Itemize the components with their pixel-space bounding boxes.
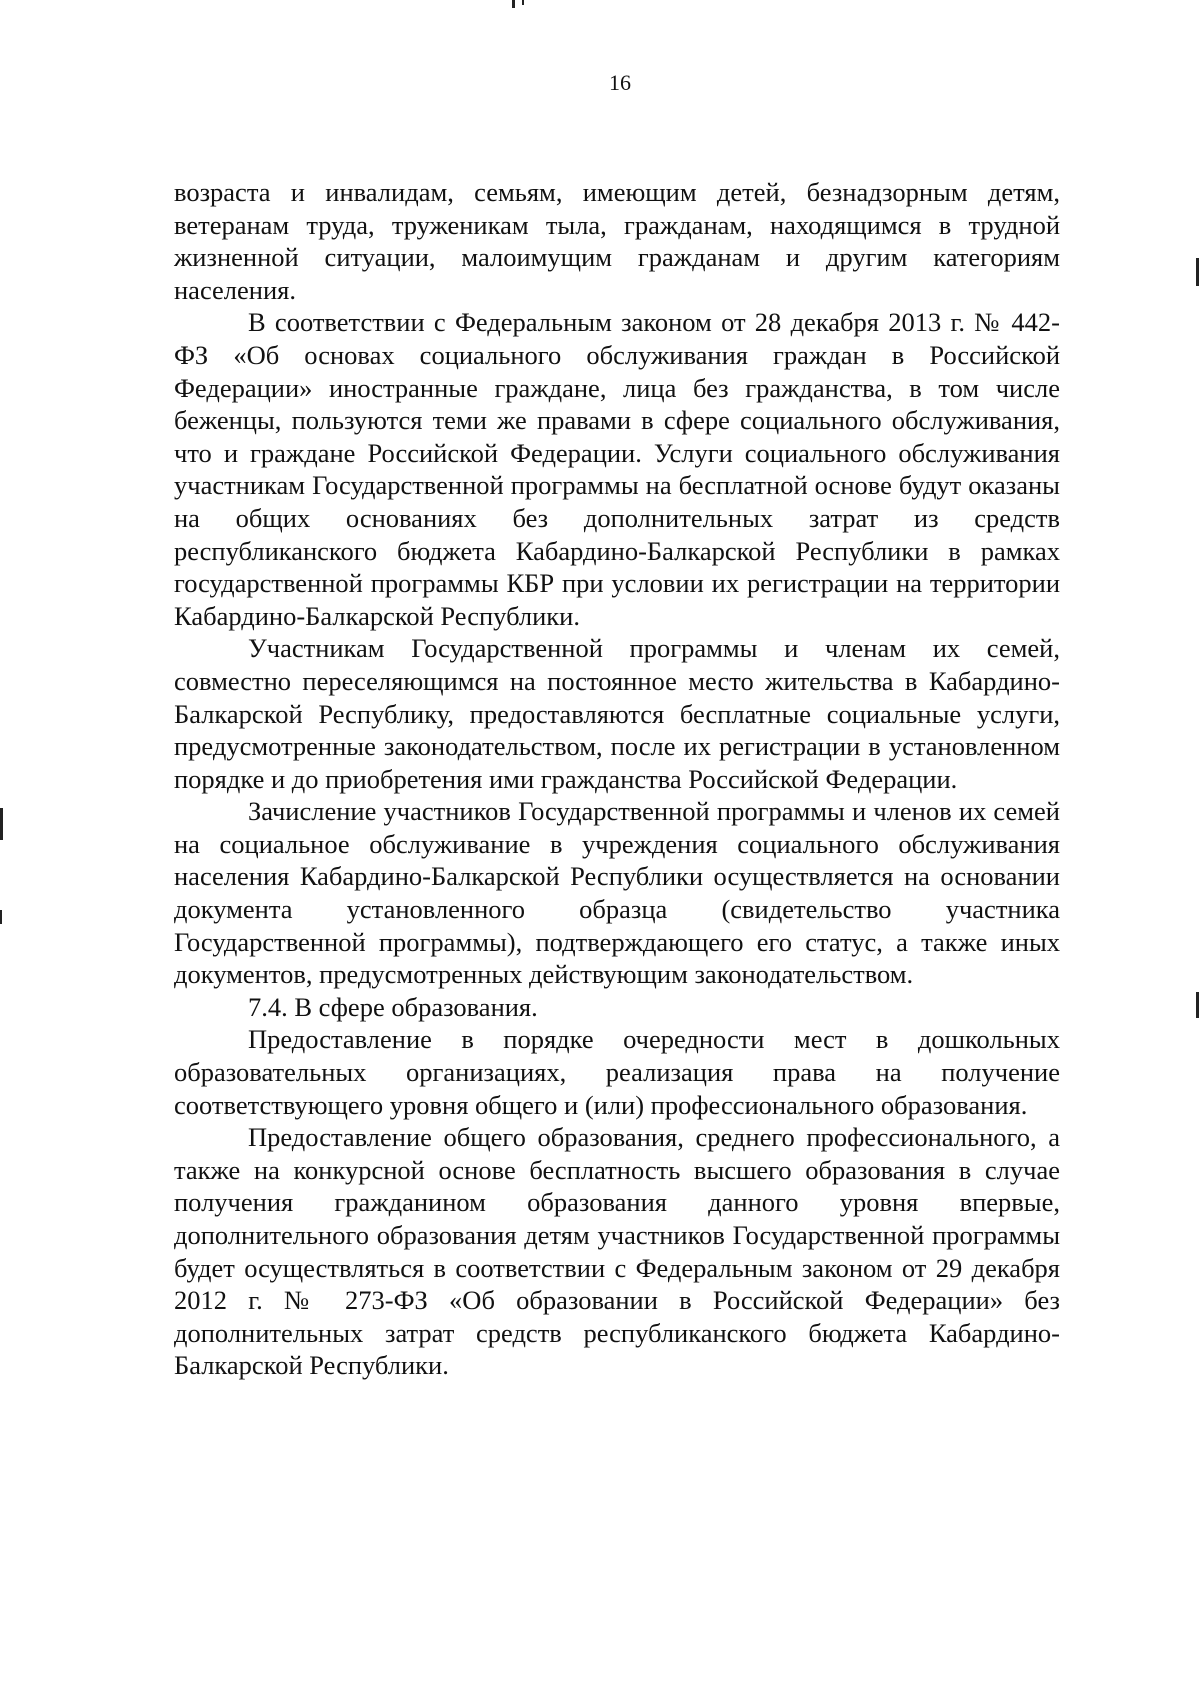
section-heading-7-4: 7.4. В сфере образования. — [248, 991, 538, 1022]
scan-artifact-right — [1196, 258, 1199, 286]
scan-artifact-right — [1196, 992, 1199, 1018]
page-number: 16 — [609, 70, 631, 95]
paragraph-4: Зачисление участников Государственной программы и членов их семей на социальное обслуживание в учреждения социального обслуживания населения Кабардино-Балкарской Республики осуществляется на основании документа установленного образца (свидетельство участника Государственной программы), подтверждающего его статус, а также иных документов, предусмотренных действующим законодательством. — [174, 796, 1060, 990]
document-body — [174, 176, 1060, 1382]
scan-artifact-top — [512, 0, 515, 8]
paragraph-1: возраста и инвалидам, семьям, имеющим детей, безнадзорным детям, ветеранам труда, труженикам тыла, гражданам, находящимся в трудной жизненной ситуации, малоимущим гражданам и другим категориям населения. — [174, 177, 1060, 305]
scan-artifact-left — [0, 808, 3, 840]
scan-artifact-left — [0, 910, 2, 924]
paragraph-3: Участникам Государственной программы и членам их семей, совместно переселяющимся на постоянное место жительства в Кабардино-Балкарской Республику, предоставляются бесплатные социальные услуги, предусмотренные законодательством, после их регистрации в установленном порядке и до приобретения ими гражданства Российской Федерации. — [174, 633, 1060, 794]
paragraph-6: Предоставление общего образования, среднего профессионального, а также на конкурсной основе бесплатность высшего образования в случае получения гражданином образования данного уровня впервые, дополнительного образования детям участников Государственной программы будет осуществляться в соответствии с Федеральным законом от 29 декабря 2012 г. № 273-ФЗ «Об образовании в Российской Федерации» без дополнительных затрат средств республиканского бюджета Кабардино-Балкарской Республики. — [174, 1122, 1060, 1381]
paragraph-5: Предоставление в порядке очередности мест в дошкольных образовательных организациях, реализация права на получение соответствующего уровня общего и (или) профессионального образования. — [174, 1024, 1060, 1120]
scan-artifact-top — [522, 0, 524, 5]
paragraph-2: В соответствии с Федеральным законом от 28 декабря 2013 г. № 442-ФЗ «Об основах социального обслуживания граждан в Российской Федерации» иностранные граждане, лица без гражданства, в том числе беженцы, пользуются теми же правами в сфере социального обслуживания, что и граждане Российской Федерации. Услуги социального обслуживания участникам Государственной программы на бесплатной основе будут оказаны на общих основаниях без дополнительных затрат из средств республиканского бюджета Кабардино-Балкарской Республики в рамках государственной программы КБР при условии их регистрации на территории Кабардино-Балкарской Республики. — [174, 307, 1060, 631]
